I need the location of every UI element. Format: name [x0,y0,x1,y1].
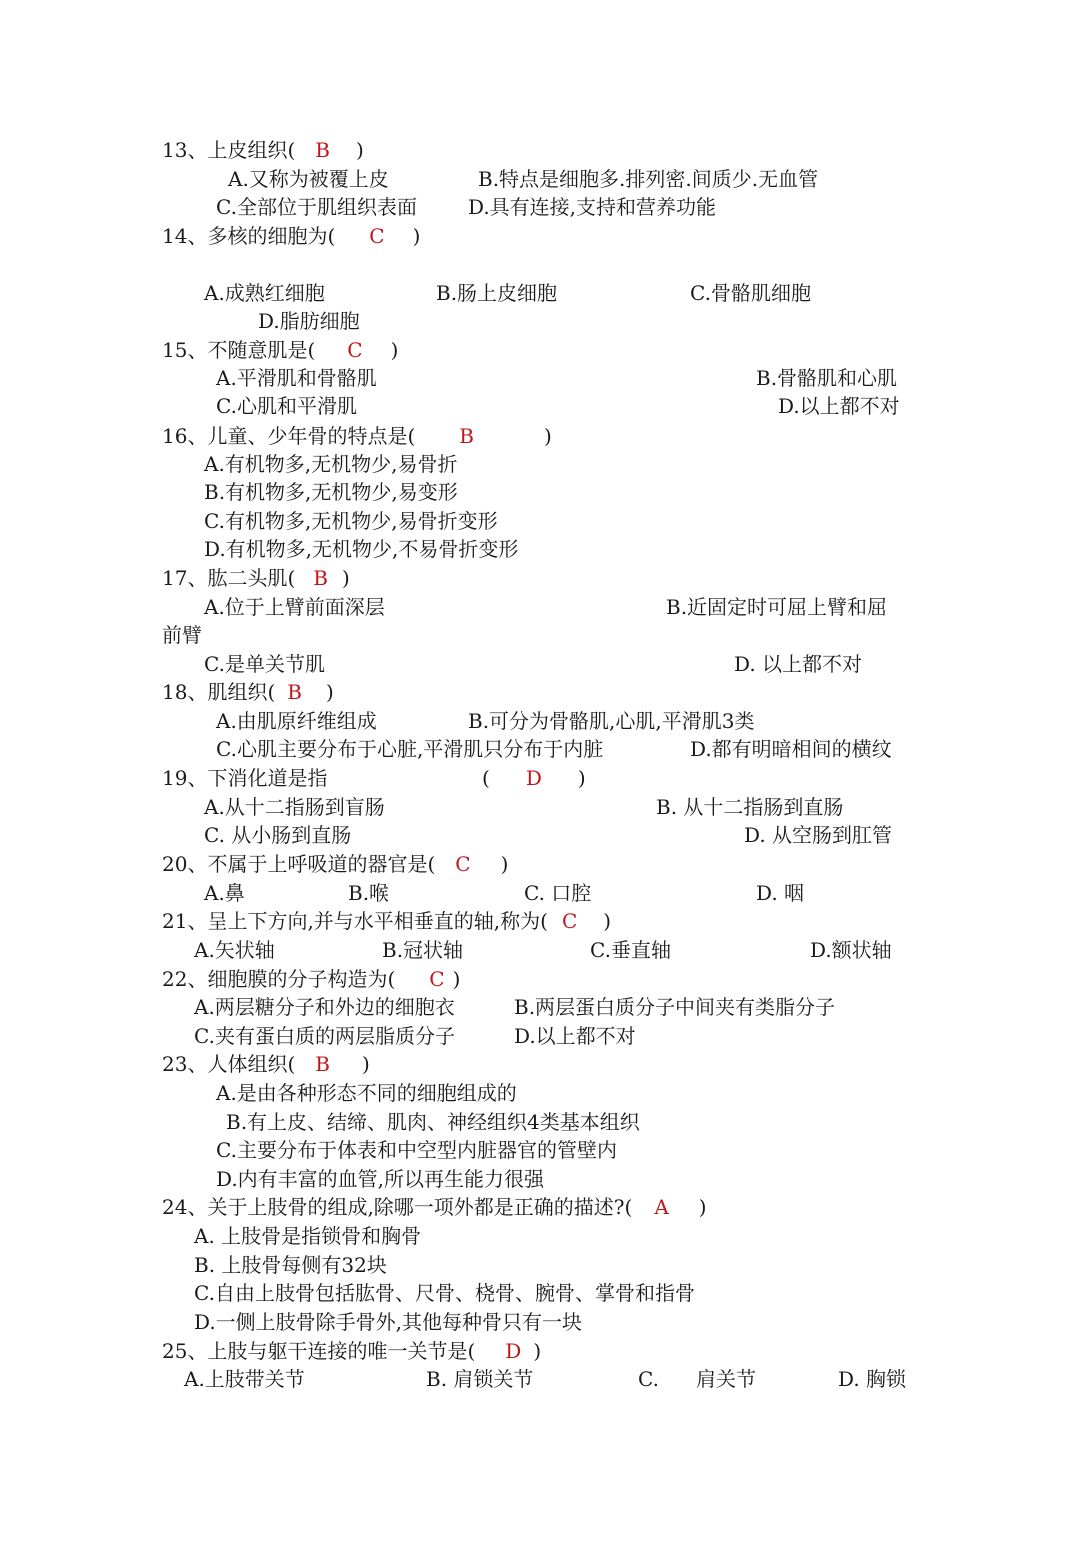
q18-option-b: B.可分为骨骼肌,心肌,平滑肌3类 [468,709,755,733]
q15-option-a: A.平滑肌和骨骼肌 [216,366,377,390]
q18-answer: B [287,680,302,704]
q15-answer: C [347,338,363,362]
q18-option-a: A.由肌原纤维组成 [216,709,377,733]
q23-option-d: D.内有丰富的血管,所以再生能力很强 [216,1167,545,1191]
q14-answer: C [369,224,385,248]
q20-option-d: D. 咽 [756,881,805,905]
q23-stem-line [162,1050,370,1078]
q25-option-b: B. 肩锁关节 [426,1367,534,1391]
q17-stem-line [162,564,350,592]
q22-stem-line [162,965,460,993]
q24-option-b: B. 上肢骨每侧有32块 [194,1253,387,1277]
q14-option-a: A.成熟红细胞 [204,281,325,305]
q22-option-c: C.夹有蛋白质的两层脂质分子 [194,1024,455,1048]
q20-stem-line [162,850,508,878]
q21-close: ) [603,909,612,933]
q16-option-b: B.有机物多,无机物少,易变形 [204,480,458,504]
q18-stem: 18、肌组织( [162,680,276,704]
q24-option-a: A. 上肢骨是指锁骨和胸骨 [194,1224,422,1248]
q16-answer: B [459,424,474,448]
q25-option-c-text: 肩关节 [696,1367,756,1391]
q23-close: ) [361,1052,370,1076]
q21-stem: 21、呈上下方向,并与水平相垂直的轴,称为( [162,909,548,933]
q24-option-d: D.一侧上肢骨除手骨外,其他每种骨只有一块 [194,1310,583,1334]
q14-stem-line [162,222,420,250]
q24-close: ) [698,1195,707,1219]
q21-option-d: D.额状轴 [810,938,892,962]
q23-option-b: B.有上皮、结缔、肌肉、神经组织4类基本组织 [226,1110,640,1134]
q24-answer: A [654,1195,669,1219]
q23-option-c: C.主要分布于体表和中空型内脏器官的管壁内 [216,1138,617,1162]
q17-answer: B [313,566,328,590]
q15-stem-line [162,336,398,364]
q14-close: ) [412,224,421,248]
q25-answer: D [505,1339,522,1363]
q17-stem: 17、肱二头肌( [162,566,296,590]
q22-option-b: B.两层蛋白质分子中间夹有类脂分子 [514,995,836,1019]
q19-option-a: A.从十二指肠到盲肠 [204,795,385,819]
q13-answer: B [315,138,330,162]
q19-option-b: B. 从十二指肠到直肠 [656,795,844,819]
q25-close: ) [533,1339,542,1363]
q15-close: ) [390,338,399,362]
q16-stem: 16、儿童、少年骨的特点是( [162,424,416,448]
q17-option-c: C.是单关节肌 [204,652,325,676]
q25-option-c: C. [638,1367,659,1391]
q15-option-d: D.以上都不对 [778,394,900,418]
q21-stem-line [162,907,611,935]
q14-option-b: B.肠上皮细胞 [436,281,558,305]
q21-option-c: C.垂直轴 [590,938,671,962]
q25-stem-line [162,1337,541,1365]
q19-option-d: D. 从空肠到肛管 [744,823,893,847]
q20-option-b: B.喉 [348,881,390,905]
q20-option-a: A.鼻 [204,881,245,905]
q19-answer: D [525,766,542,790]
q14-option-d: D.脂肪细胞 [258,309,360,333]
q18-option-d: D.都有明暗相间的横纹 [690,737,892,761]
q14-option-c: C.骨骼肌细胞 [690,281,811,305]
q25-option-a: A.上肢带关节 [184,1367,305,1391]
q16-option-a: A.有机物多,无机物少,易骨折 [204,452,458,476]
q19-close: ) [577,766,586,790]
q19-stem: 19、下消化道是指 [162,766,328,790]
q24-option-c: C.自由上肢骨包括肱骨、尺骨、桡骨、腕骨、掌骨和指骨 [194,1281,695,1305]
q17-option-a: A.位于上臂前面深层 [204,595,385,619]
q18-option-c: C.心肌主要分布于心脏,平滑肌只分布于内脏 [216,737,604,761]
q13-option-c: C.全部位于肌组织表面 [216,195,417,219]
q20-close: ) [500,852,509,876]
q13-option-a: A.又称为被覆上皮 [228,167,389,191]
q24-stem: 24、关于上肢骨的组成,除哪一项外都是正确的描述?( [162,1195,633,1219]
q22-stem: 22、细胞膜的分子构造为( [162,967,396,991]
q21-option-b: B.冠状轴 [382,938,464,962]
q16-option-d: D.有机物多,无机物少,不易骨折变形 [204,537,519,561]
q13-close: ) [355,138,364,162]
q18-stem-line [162,678,334,706]
q16-stem-line [162,422,552,450]
q15-stem: 15、不随意肌是( [162,338,316,362]
q15-option-c: C.心肌和平滑肌 [216,394,357,418]
q24-stem-line [162,1193,707,1221]
q17-option-d: D. 以上都不对 [734,652,863,676]
q22-option-a: A.两层糖分子和外边的细胞衣 [194,995,455,1019]
q22-answer: C [429,967,445,991]
q20-stem: 20、不属于上呼吸道的器官是( [162,852,436,876]
q16-option-c: C.有机物多,无机物少,易骨折变形 [204,509,498,533]
q18-close: ) [325,680,334,704]
q21-option-a: A.矢状轴 [194,938,275,962]
q25-stem: 25、上肢与躯干连接的唯一关节是( [162,1339,476,1363]
q15-option-b: B.骨骼肌和心肌 [756,366,898,390]
q21-answer: C [561,909,578,933]
q17-option-b: B.近固定时可屈上臂和屈 [666,595,888,619]
q19-open: ( [482,766,490,790]
q20-answer: C [455,852,471,876]
q17-option-b-continued: 前臂 [162,623,202,647]
q16-close: ) [543,424,552,448]
q13-stem-line [162,136,364,164]
q13-stem: 13、上皮组织( [162,138,296,162]
q23-option-a: A.是由各种形态不同的细胞组成的 [216,1081,517,1105]
q19-option-c: C. 从小肠到直肠 [204,823,352,847]
q19-answer-slot [482,764,586,792]
q14-stem: 14、多核的细胞为( [162,224,336,248]
q22-option-d: D.以上都不对 [514,1024,636,1048]
q25-option-d: D. 胸锁 [838,1367,907,1391]
q22-close: ) [452,967,461,991]
q23-answer: B [315,1052,330,1076]
q20-option-c: C. 口腔 [524,881,592,905]
q13-option-d: D.具有连接,支持和营养功能 [468,195,717,219]
q17-close: ) [341,566,350,590]
q13-option-b: B.特点是细胞多.排列密.间质少.无血管 [478,167,819,191]
q23-stem: 23、人体组织( [162,1052,296,1076]
